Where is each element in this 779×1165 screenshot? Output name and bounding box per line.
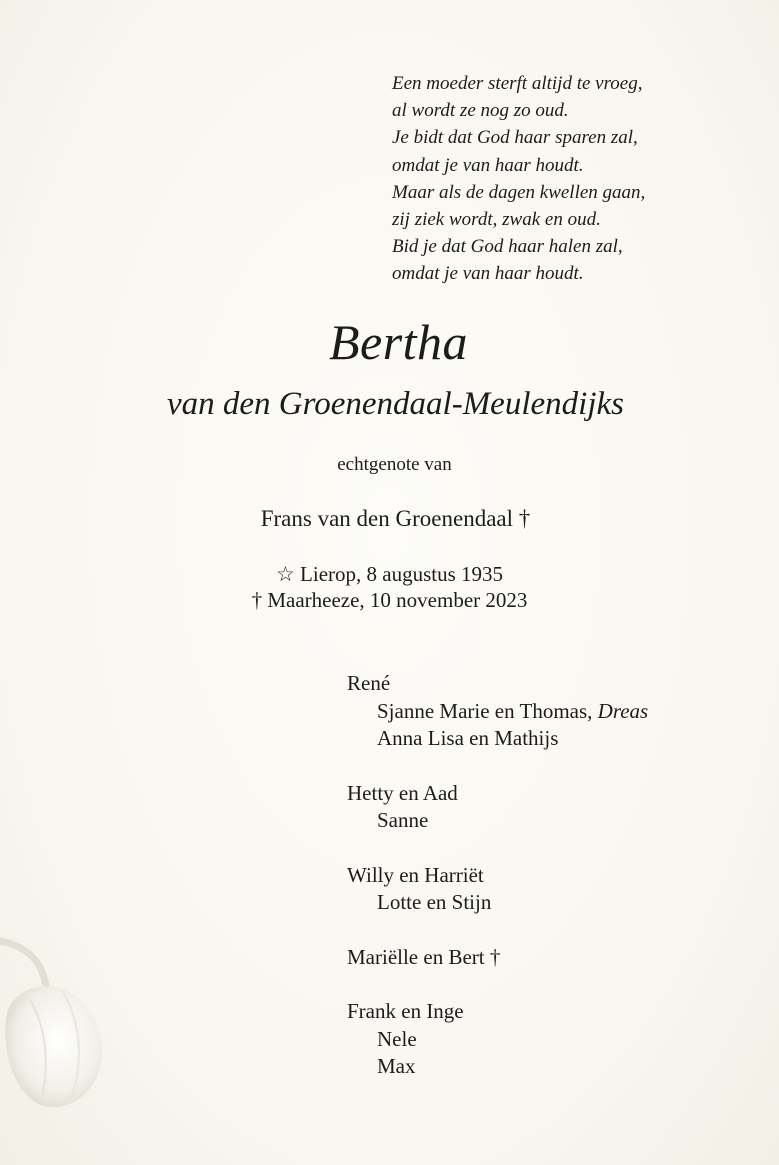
family-member: Max xyxy=(377,1054,416,1078)
family-member: Lotte en Stijn xyxy=(377,890,492,914)
poem-line: Maar als de dagen kwellen gaan, xyxy=(392,181,646,203)
poem-line: al wordt ze nog zo oud. xyxy=(392,100,569,122)
family-head: Hetty en Aad xyxy=(347,780,458,805)
family-member: Sanne xyxy=(377,808,429,832)
family-group xyxy=(347,944,747,972)
death-date: † Maarheeze, 10 november 2023 xyxy=(251,588,528,612)
poem-line: Je bidt dat God haar sparen zal, xyxy=(392,127,638,149)
family-group xyxy=(347,862,747,917)
poem-line: omdat je van haar houdt. xyxy=(392,154,584,176)
family-head: René xyxy=(347,671,391,695)
family-group xyxy=(347,780,747,835)
family-member xyxy=(347,698,747,726)
life-dates xyxy=(0,561,779,613)
white-tulip-icon xyxy=(0,930,130,1120)
poem-line: omdat je van haar houdt. xyxy=(392,263,584,285)
family-group xyxy=(347,670,747,753)
deceased-first-name: Bertha xyxy=(328,314,469,370)
poem-line: Een moeder sterft altijd te vroeg, xyxy=(392,73,643,94)
family-head: Mariëlle en Bert † xyxy=(347,944,501,969)
family-list xyxy=(347,670,747,1108)
spouse-name: Frans van den Groenendaal † xyxy=(260,506,531,531)
deceased-full-name: van den Groenendaal-Meulendijks xyxy=(167,386,624,422)
family-member: Anna Lisa en Mathijs xyxy=(377,726,559,750)
family-head: Willy en Harriët xyxy=(347,862,484,887)
family-group xyxy=(347,998,747,1081)
poem xyxy=(392,70,752,288)
family-member-extra: Dreas xyxy=(597,698,649,723)
birth-date: ☆ Lierop, 8 augustus 1935 xyxy=(275,562,504,586)
poem-line: zij ziek wordt, zwak en oud. xyxy=(392,209,601,231)
family-member-name: Sjanne Marie en Thomas, xyxy=(377,698,598,723)
spouse-label: echtgenote van xyxy=(337,454,452,475)
family-head: Frank en Inge xyxy=(347,999,464,1023)
family-member: Nele xyxy=(377,1026,417,1051)
poem-line: Bid je dat God haar halen zal, xyxy=(392,236,623,258)
